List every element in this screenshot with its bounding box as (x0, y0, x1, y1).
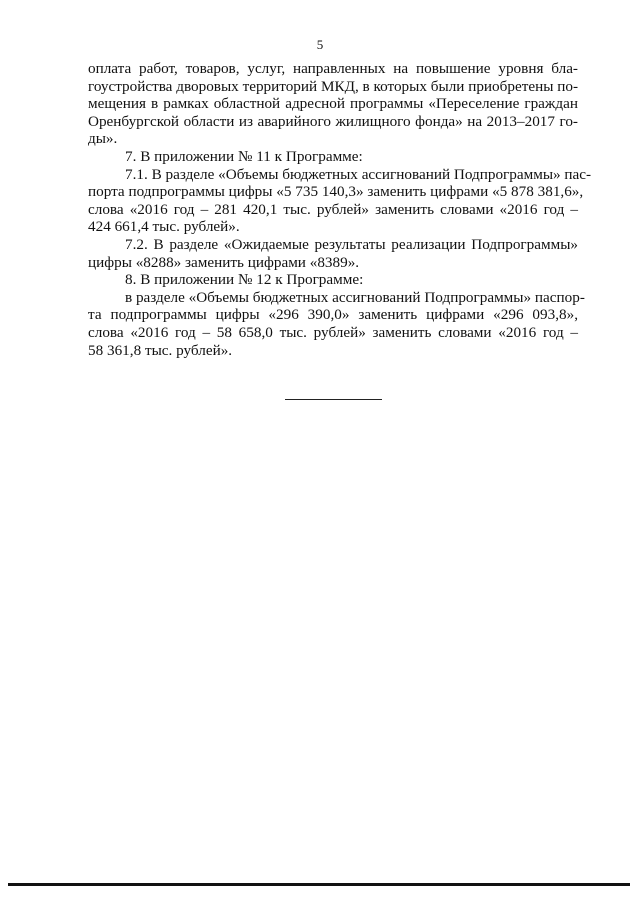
text-line: 7.2. В разделе «Ожидаемые результаты реализации Подпрограммы» (125, 235, 578, 253)
text-line: 424 661,4 тыс. рублей». (88, 218, 240, 236)
text-line: 7.1. В разделе «Объемы бюджетных ассигнований Подпрограммы» пас- (125, 165, 592, 183)
paragraph-item-8 (88, 271, 578, 289)
paragraph-item-7-2 (88, 236, 578, 271)
paragraph-continuation (88, 60, 578, 148)
text-line: слова «2016 год – 58 658,0 тыс. рублей» заменить словами «2016 год – (88, 323, 578, 341)
page-bottom-border (8, 883, 630, 886)
text-line: цифры «8288» заменить цифрами «8389». (88, 253, 360, 271)
text-line: Оренбургской области из аварийного жилищного фонда» на 2013–2017 го- (88, 112, 578, 130)
text-line: та подпрограммы цифры «296 390,0» заменить цифрами «296 093,8», (88, 306, 578, 324)
text-line: слова «2016 год – 281 420,1 тыс. рублей» заменить словами «2016 год – (88, 200, 578, 218)
text-line: оплата работ, товаров, услуг, направленных на повышение уровня бла- (88, 60, 578, 77)
text-line: мещения в рамках областной адресной программы «Переселение граждан (88, 95, 578, 113)
text-line: 58 361,8 тыс. рублей». (88, 341, 233, 359)
text-line: 8. В приложении № 12 к Программе: (125, 271, 364, 289)
paragraph-item-7-1 (88, 165, 592, 236)
paragraph-item-7 (88, 148, 578, 166)
paragraph-item-8-body (88, 288, 585, 359)
text-line: ды». (88, 130, 118, 148)
text-line: 7. В приложении № 11 к Программе: (125, 147, 363, 165)
document-body (88, 60, 592, 359)
end-separator-line (285, 399, 382, 400)
text-line: гоустройства дворовых территорий МКД, в которых были приобретены по- (88, 77, 578, 95)
page-number: 5 (316, 37, 324, 52)
text-line: порта подпрограммы цифры «5 735 140,3» заменить цифрами «5 878 381,6», (88, 183, 584, 201)
text-line: в разделе «Объемы бюджетных ассигнований Подпрограммы» паспор- (125, 288, 585, 306)
